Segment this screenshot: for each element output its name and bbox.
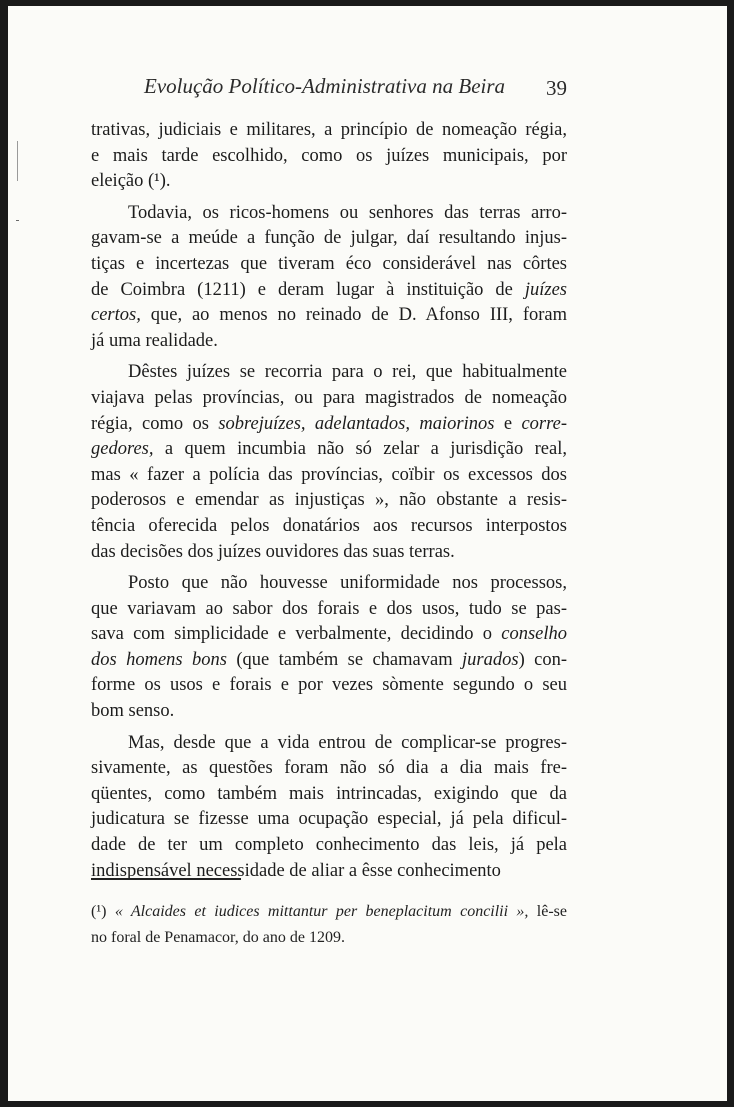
text-line bbox=[91, 731, 567, 757]
text-line bbox=[91, 169, 567, 195]
footnote-line bbox=[91, 901, 567, 927]
text-run: sava com simplicidade e verbalmente, decidindo o bbox=[91, 624, 502, 645]
text-run: das decisões dos juízes ouvidores das suas terras. bbox=[91, 541, 455, 562]
text-line bbox=[91, 648, 567, 674]
text-line bbox=[91, 412, 567, 438]
paragraph bbox=[91, 360, 567, 565]
text-run: que, ao menos no reinado de D. Afonso III, foram bbox=[140, 305, 567, 326]
italic-text: jurados bbox=[462, 649, 519, 670]
text-run: Todavia, os ricos-homens ou senhores das terras arro- bbox=[128, 202, 567, 223]
paragraph bbox=[91, 571, 567, 725]
page-number: 39 bbox=[546, 76, 567, 100]
paragraph bbox=[91, 201, 567, 355]
text-run: viajava pelas províncias, ou para magistrados de nomeação bbox=[91, 387, 567, 408]
text-run: no foral de Penamacor, do ano de 1209. bbox=[91, 928, 345, 946]
text-line bbox=[91, 386, 567, 412]
body-text bbox=[91, 118, 567, 884]
footnote-line bbox=[91, 927, 567, 953]
text-run: que variavam ao sabor dos forais e dos usos, tudo se pas- bbox=[91, 598, 567, 619]
text-run: dade de ter um completo conhecimento das leis, já pela bbox=[91, 835, 567, 856]
italic-text: sobrejuízes, adelantados, maiorinos bbox=[218, 413, 495, 434]
italic-text: conselho bbox=[501, 624, 567, 645]
paragraph bbox=[91, 731, 567, 885]
text-run: (¹) bbox=[91, 903, 115, 920]
italic-text: gedores, bbox=[91, 439, 154, 460]
italic-text: certos, bbox=[91, 305, 141, 326]
text-run: tência oferecida pelos donatários aos recursos interpostos bbox=[91, 515, 567, 536]
text-run: a quem incumbia não só zelar a jurisdição real, bbox=[153, 439, 567, 460]
paragraph bbox=[91, 118, 567, 195]
text-run: forme os usos e forais e por vezes sòmente segundo o seu bbox=[91, 675, 567, 696]
text-run: tiças e incertezas que tiveram éco considerável nas côrtes bbox=[91, 253, 567, 274]
text-line bbox=[91, 303, 567, 329]
text-run: indispensável necessidade de aliar a êsse conhecimento bbox=[91, 860, 501, 881]
footnotes bbox=[91, 901, 567, 952]
text-line bbox=[91, 488, 567, 514]
text-run: bom senso. bbox=[91, 701, 175, 722]
page-header bbox=[8, 74, 727, 108]
italic-text: dos homens bons bbox=[91, 649, 227, 670]
text-line bbox=[91, 673, 567, 699]
text-line bbox=[91, 597, 567, 623]
text-line bbox=[91, 226, 567, 252]
text-run: sivamente, as questões foram não só dia a dia mais fre- bbox=[91, 758, 567, 779]
text-line bbox=[91, 699, 567, 725]
text-line bbox=[91, 807, 567, 833]
text-line bbox=[91, 859, 567, 885]
text-run: ) con- bbox=[518, 649, 567, 670]
text-run: Mas, desde que a vida entrou de complicar-se progres- bbox=[128, 732, 567, 753]
text-line bbox=[91, 278, 567, 304]
text-run: qüentes, como também mais intrincadas, exigindo que da bbox=[91, 783, 567, 804]
text-line bbox=[91, 201, 567, 227]
text-run: e bbox=[494, 413, 522, 434]
text-run: e mais tarde escolhido, como os juízes municipais, por bbox=[91, 145, 567, 166]
footnote bbox=[91, 901, 567, 952]
italic-text: corre- bbox=[521, 413, 567, 434]
text-run: judicatura se fizesse uma ocupação especial, já pela dificul- bbox=[91, 809, 567, 830]
text-run: Dêstes juízes se recorria para o rei, que habitualmente bbox=[128, 362, 567, 383]
text-run: eleição (¹). bbox=[91, 171, 171, 192]
italic-text: juízes bbox=[524, 279, 567, 300]
text-line bbox=[91, 437, 567, 463]
text-run: régia, como os bbox=[91, 413, 219, 434]
text-run: (que também se chamavam bbox=[226, 649, 463, 670]
footnote-rule bbox=[91, 878, 241, 880]
text-run: lê-se bbox=[528, 903, 567, 920]
text-line bbox=[91, 540, 567, 566]
text-line bbox=[91, 782, 567, 808]
text-line bbox=[91, 360, 567, 386]
text-line bbox=[91, 622, 567, 648]
text-line bbox=[91, 833, 567, 859]
text-run: de Coimbra (1211) e deram lugar à instituição de bbox=[91, 279, 525, 300]
text-run: trativas, judiciais e militares, a princípio de nomeação régia, bbox=[91, 120, 567, 140]
italic-text: « Alcaides et iudices mittantur per beneplacitum concilii », bbox=[114, 903, 529, 920]
text-run: Posto que não houvesse uniformidade nos processos, bbox=[128, 573, 567, 594]
text-line bbox=[91, 463, 567, 489]
text-line bbox=[91, 118, 567, 144]
text-run: já uma realidade. bbox=[91, 330, 218, 351]
book-page bbox=[8, 6, 727, 1101]
page-edge-mark bbox=[17, 141, 18, 181]
running-title: Evolução Político-Administrativa na Beira bbox=[144, 74, 506, 98]
text-line bbox=[91, 144, 567, 170]
text-run: mas « fazer a polícia das províncias, coïbir os excessos dos bbox=[91, 464, 567, 485]
page-edge-mark bbox=[16, 220, 19, 221]
text-run: gavam-se a meúde a função de julgar, daí resultando injus- bbox=[91, 228, 567, 249]
text-run: poderosos e emendar as injustiças », não obstante a resis- bbox=[91, 490, 567, 511]
text-line bbox=[91, 252, 567, 278]
text-line bbox=[91, 329, 567, 355]
text-line bbox=[91, 514, 567, 540]
text-line bbox=[91, 571, 567, 597]
text-line bbox=[91, 756, 567, 782]
